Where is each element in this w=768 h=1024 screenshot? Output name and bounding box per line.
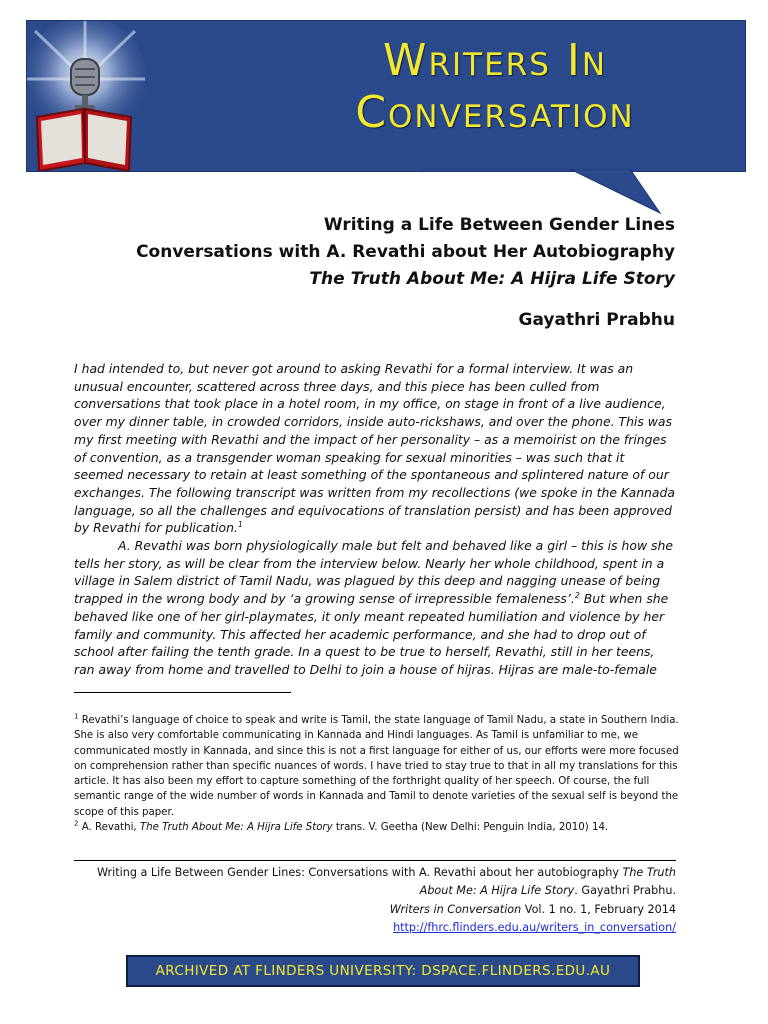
footnotes <box>74 713 684 835</box>
banner-title-line2: Conversation <box>355 87 635 138</box>
citation-journal: Writers in Conversation Vol. 1 no. 1, February 2014 <box>389 902 676 916</box>
author-name: Gayathri Prabhu <box>518 310 675 330</box>
footnote-divider <box>74 692 291 693</box>
citation-divider <box>74 860 676 861</box>
banner-title <box>245 35 745 139</box>
book-title: The Truth About Me: A Hijra Life Story <box>309 269 675 289</box>
banner-title-line1: Writers In <box>382 35 608 86</box>
body-paragraph-2: A. Revathi was born physiologically male but felt and behaved like a girl – this is how she tells her story, as will be clear from the interview below. Nearly her whole childhood, spent in a village in Salem district of Tamil Nadu, was plagued by this deep and nagging unease of being trapped in the wrong body and by ‘a growing sense of irrepressible femaleness’.$^2$ But when she behaved like one of her girl-playmates, it only meant repeated humiliation and violence by her family and community. This affected her academic performance, and she had to drop out of school after failing the tenth grade. In a quest to be true to herself, Revathi, still in her teens, ran away from home and travelled to Delhi to join a house of hijras. Hijras are male-to-female <box>74 538 673 677</box>
article-title: Writing a Life Between Gender Lines <box>323 215 675 235</box>
header-banner <box>26 20 746 172</box>
footnote-ref-2[interactable]: 2 <box>574 591 580 601</box>
footnote-ref-1[interactable]: 1 <box>237 520 244 530</box>
article-subtitle: Conversations with A. Revathi about Her Autobiography <box>136 242 675 262</box>
article-title-block <box>136 212 675 293</box>
citation-block <box>66 864 676 937</box>
footnote-1: $^1$ Revathi’s language of choice to speak and write is Tamil, the state language of Tamil Nadu, a state in Southern India. She is also very comfortable communicating in Kannada and Hindi languages. As Tamil is unfamiliar to me, we communicated mostly in Kannada, and since this is not a first language for either of us, our efforts were more focused on comprehension rather than specific nuances of words. I have tried to stay true to that in all my translations for this article. It has also been my effort to capture something of the forthright quality of her speech. Of course, the full semantic range of the wide number of words in Kannada and Tamil to denote varieties of the sexual self is beyond the scope of this paper. <box>74 712 679 818</box>
archive-banner: ARCHIVED AT FLINDERS UNIVERSITY: DSPACE.FLINDERS.EDU.AU <box>126 955 640 987</box>
article-body <box>74 360 677 679</box>
microphone-book-icon <box>27 21 177 171</box>
citation-line: Writing a Life Between Gender Lines: Conversations with A. Revathi about her autobiography The Truth About Me: A Hijra Life Story. Gayathri Prabhu. <box>97 866 676 898</box>
footnote-2: $^2$ A. Revathi, The Truth About Me: A Hijra Life Story trans. V. Geetha (New Delhi: Penguin India, 2010) 14. <box>74 819 609 834</box>
body-paragraph-1: I had intended to, but never got around to asking Revathi for a formal interview. It was an unusual encounter, scattered across three days, and this piece has been culled from conversations that took place in a hotel room, in my office, on stage in front of a live audience, over my dinner table, in crowded corridors, inside auto-rickshaws, and over the phone. This was my first meeting with Revathi and the impact of her personality – as a memoirist on the fringes of convention, as a transgender woman speaking for sexual minorities – was such that it seemed necessary to retain at least something of the spontaneous and splintered nature of our exchanges. The following transcript was written from my recollections (we spoke in the Kannada language, so all the challenges and equivocations of translation persist) and has been approved by Revathi for publication.$^1$ <box>74 361 675 536</box>
citation-url-link[interactable]: http://fhrc.flinders.edu.au/writers_in_conversation/ <box>393 920 676 934</box>
